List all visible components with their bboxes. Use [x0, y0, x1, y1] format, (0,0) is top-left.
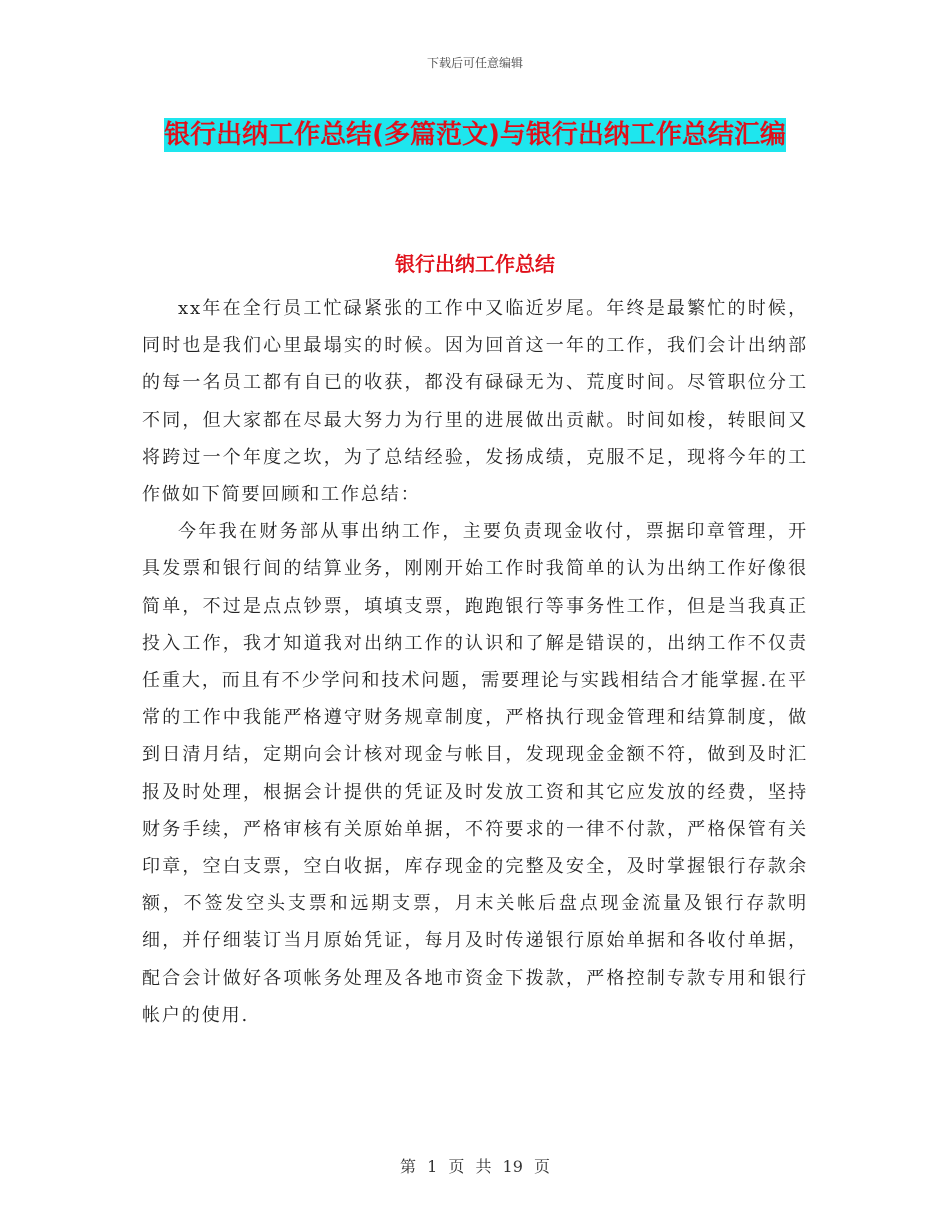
document-title-text: 银行出纳工作总结(多篇范文)与银行出纳工作总结汇编	[164, 120, 786, 150]
document-body	[142, 290, 808, 1034]
section-title: 银行出纳工作总结	[395, 252, 555, 276]
page-number-footer: 第 1 页 共 19 页	[400, 1157, 550, 1176]
body-paragraph: xx年在全行员工忙碌紧张的工作中又临近岁尾。年终是最繁忙的时候，同时也是我们心里最塌实的时候。因为回首这一年的工作，我们会计出纳部的每一名员工都有自已的收获，都没有碌碌无为、荒度时间。尽管职位分工不同，但大家都在尽最大努力为行里的进展做出贡献。时间如梭，转眼间又将跨过一个年度之坎，为了总结经验，发扬成绩，克服不足，现将今年的工作做如下简要回顾和工作总结：	[142, 298, 808, 506]
document-title	[150, 112, 800, 158]
header-note: 下载后可任意编辑	[426, 56, 523, 70]
body-paragraph: 今年我在财务部从事出纳工作，主要负责现金收付，票据印章管理，开具发票和银行间的结算业务，刚刚开始工作时我简单的认为出纳工作好像很简单，不过是点点钞票，填填支票，跑跑银行等事务性工作，但是当我真正投入工作，我才知道我对出纳工作的认识和了解是错误的，出纳工作不仅责任重大，而且有不少学问和技术问题，需要理论与实践相结合才能掌握.在平常的工作中我能严格遵守财务规章制度，严格执行现金管理和结算制度，做到日清月结，定期向会计核对现金与帐目，发现现金金额不符，做到及时汇报及时处理，根据会计提供的凭证及时发放工资和其它应发放的经费，坚持财务手续，严格审核有关原始单据，不符要求的一律不付款，严格保管有关印章，空白支票，空白收据，库存现金的完整及安全，及时掌握银行存款余额，不签发空头支票和远期支票，月末关帐后盘点现金流量及银行存款明细，并仔细装订当月原始凭证，每月及时传递银行原始单据和各收付单据，配合会计做好各项帐务处理及各地市资金下拨款，严格控制专款专用和银行帐户的使用.	[142, 521, 808, 1026]
